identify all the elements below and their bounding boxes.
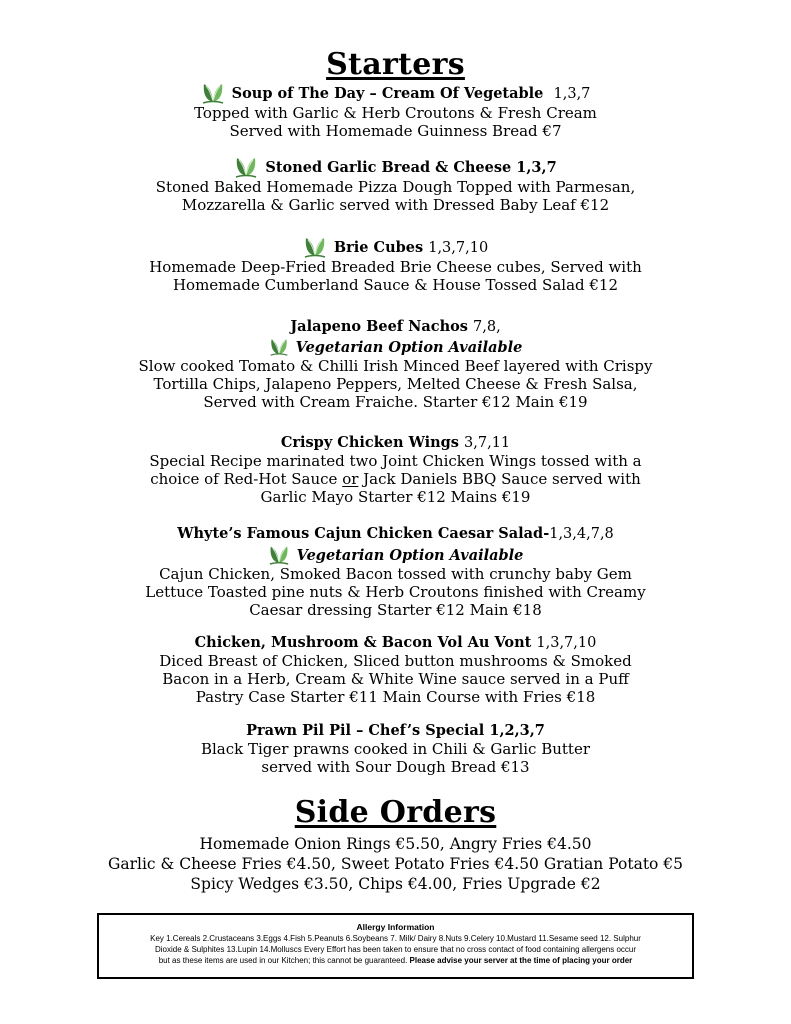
item-description-or: or [342,470,359,488]
allergy-text: Dioxide & Sulphites 13.Lupin 14.Molluscs Every Effort has been taken to ensure that no cross contact of food containing allergens occur [154,945,637,954]
side-orders-line: Homemade Onion Rings €5.50, Angry Fries €4.50 [199,835,592,853]
item-title: Crispy Chicken Wings [280,434,459,451]
item-description: Homemade Deep-Fried Breaded Brie Cheese cubes, Served with [149,258,642,276]
vegetarian-leaf-icon [269,336,289,356]
item-title: Brie Cubes [333,239,424,256]
item-title: Prawn Pil Pil – Chef’s Special 1,2,3,7 [246,722,545,739]
vegetarian-option-note: Vegetarian Option Available [295,339,523,356]
item-description: Slow cooked Tomato & Chilli Irish Minced Beef layered with Crispy [138,357,653,375]
vegetarian-leaf-icon [234,154,258,178]
side-orders-line: Spicy Wedges €3.50, Chips €4.00, Fries Upgrade €2 [190,875,601,893]
item-title: Stoned Garlic Bread & Cheese 1,3,7 [265,159,557,176]
item-description: Diced Breast of Chicken, Sliced button mushrooms & Smoked [159,652,632,670]
item-title: Soup of The Day – Cream Of Vegetable [231,85,544,102]
item-description: Caesar dressing Starter €12 Main €18 [249,601,542,619]
item-description: Served with Cream Fraiche. Starter €12 Main €19 [203,393,588,411]
allergy-text: Key 1.Cereals 2.Crustaceans 3.Eggs 4.Fish 5.Peanuts 6.Soybeans 7. Milk/ Dairy 8.Nuts 9.Celery 10.Mustard 11.Sesame seed 12. Sulphur [150,934,641,943]
item-description: Pastry Case Starter €11 Main Course with Fries €18 [195,688,596,706]
item-title: Chicken, Mushroom & Bacon Vol Au Vont [194,634,532,651]
item-allergens: 1,3,7,10 [428,240,489,256]
item-description: Special Recipe marinated two Joint Chicken Wings tossed with a [149,452,642,470]
vegetarian-leaf-icon [201,80,225,104]
menu-item-soup [0,80,791,140]
item-description: Black Tiger prawns cooked in Chili & Garlic Butter [200,740,590,758]
item-description: Tortilla Chips, Jalapeno Peppers, Melted Cheese & Fresh Salsa, [153,375,638,393]
item-description: Mozzarella & Garlic served with Dressed Baby Leaf €12 [181,196,610,214]
item-allergens: 7,8, [473,319,501,335]
item-allergens: 1,3,7 [553,86,591,102]
allergy-heading: Allergy Information [356,922,435,932]
item-description: Stoned Baked Homemade Pizza Dough Topped with Parmesan, [155,178,636,196]
menu-item-garlic-bread [0,154,791,214]
item-description: Garlic Mayo Starter €12 Mains €19 [260,488,531,506]
allergy-text: but as these items are used in our Kitchen; this cannot be guaranteed. [158,956,408,965]
menu-item-brie-cubes [0,234,791,294]
item-title: Whyte’s Famous Cajun Chicken Caesar Salad- [177,525,550,542]
item-allergens: 1,3,4,7,8 [549,526,614,542]
item-description: Cajun Chicken, Smoked Bacon tossed with crunchy baby Gem [159,565,632,583]
item-allergens: 3,7,11 [464,435,511,451]
item-title: Jalapeno Beef Nachos [290,318,468,335]
item-allergens: 1,3,7,10 [536,635,597,651]
vegetarian-leaf-icon [303,234,327,258]
menu-item-prawn-pil-pil [0,722,791,776]
allergy-information-box [97,913,694,979]
item-description: Bacon in a Herb, Cream & White Wine sauce served in a Puff [162,670,629,688]
side-orders-line: Garlic & Cheese Fries €4.50, Sweet Potato Fries €4.50 Gratian Potato €5 [107,855,684,873]
vegetarian-leaf-icon [268,543,290,565]
menu-item-nachos [0,318,791,411]
item-description: Lettuce Toasted pine nuts & Herb Croutons finished with Creamy [145,583,646,601]
menu-item-chicken-wings [0,434,791,506]
item-description: Jack Daniels BBQ Sauce served with [363,470,641,488]
vegetarian-option-note: Vegetarian Option Available [296,547,524,564]
item-description: Topped with Garlic & Herb Croutons & Fresh Cream [194,104,597,122]
allergy-advice: Please advise your server at the time of placing your order [409,956,633,965]
item-description: Served with Homemade Guinness Bread €7 [229,122,562,140]
menu-item-vol-au-vont [0,634,791,706]
item-description: Homemade Cumberland Sauce & House Tossed Salad €12 [172,276,619,294]
side-orders-heading: Side Orders [294,795,497,830]
item-description: served with Sour Dough Bread €13 [261,758,530,776]
starters-heading: Starters [326,47,465,82]
menu-item-caesar-salad [0,525,791,619]
item-description: choice of Red-Hot Sauce [150,470,338,488]
